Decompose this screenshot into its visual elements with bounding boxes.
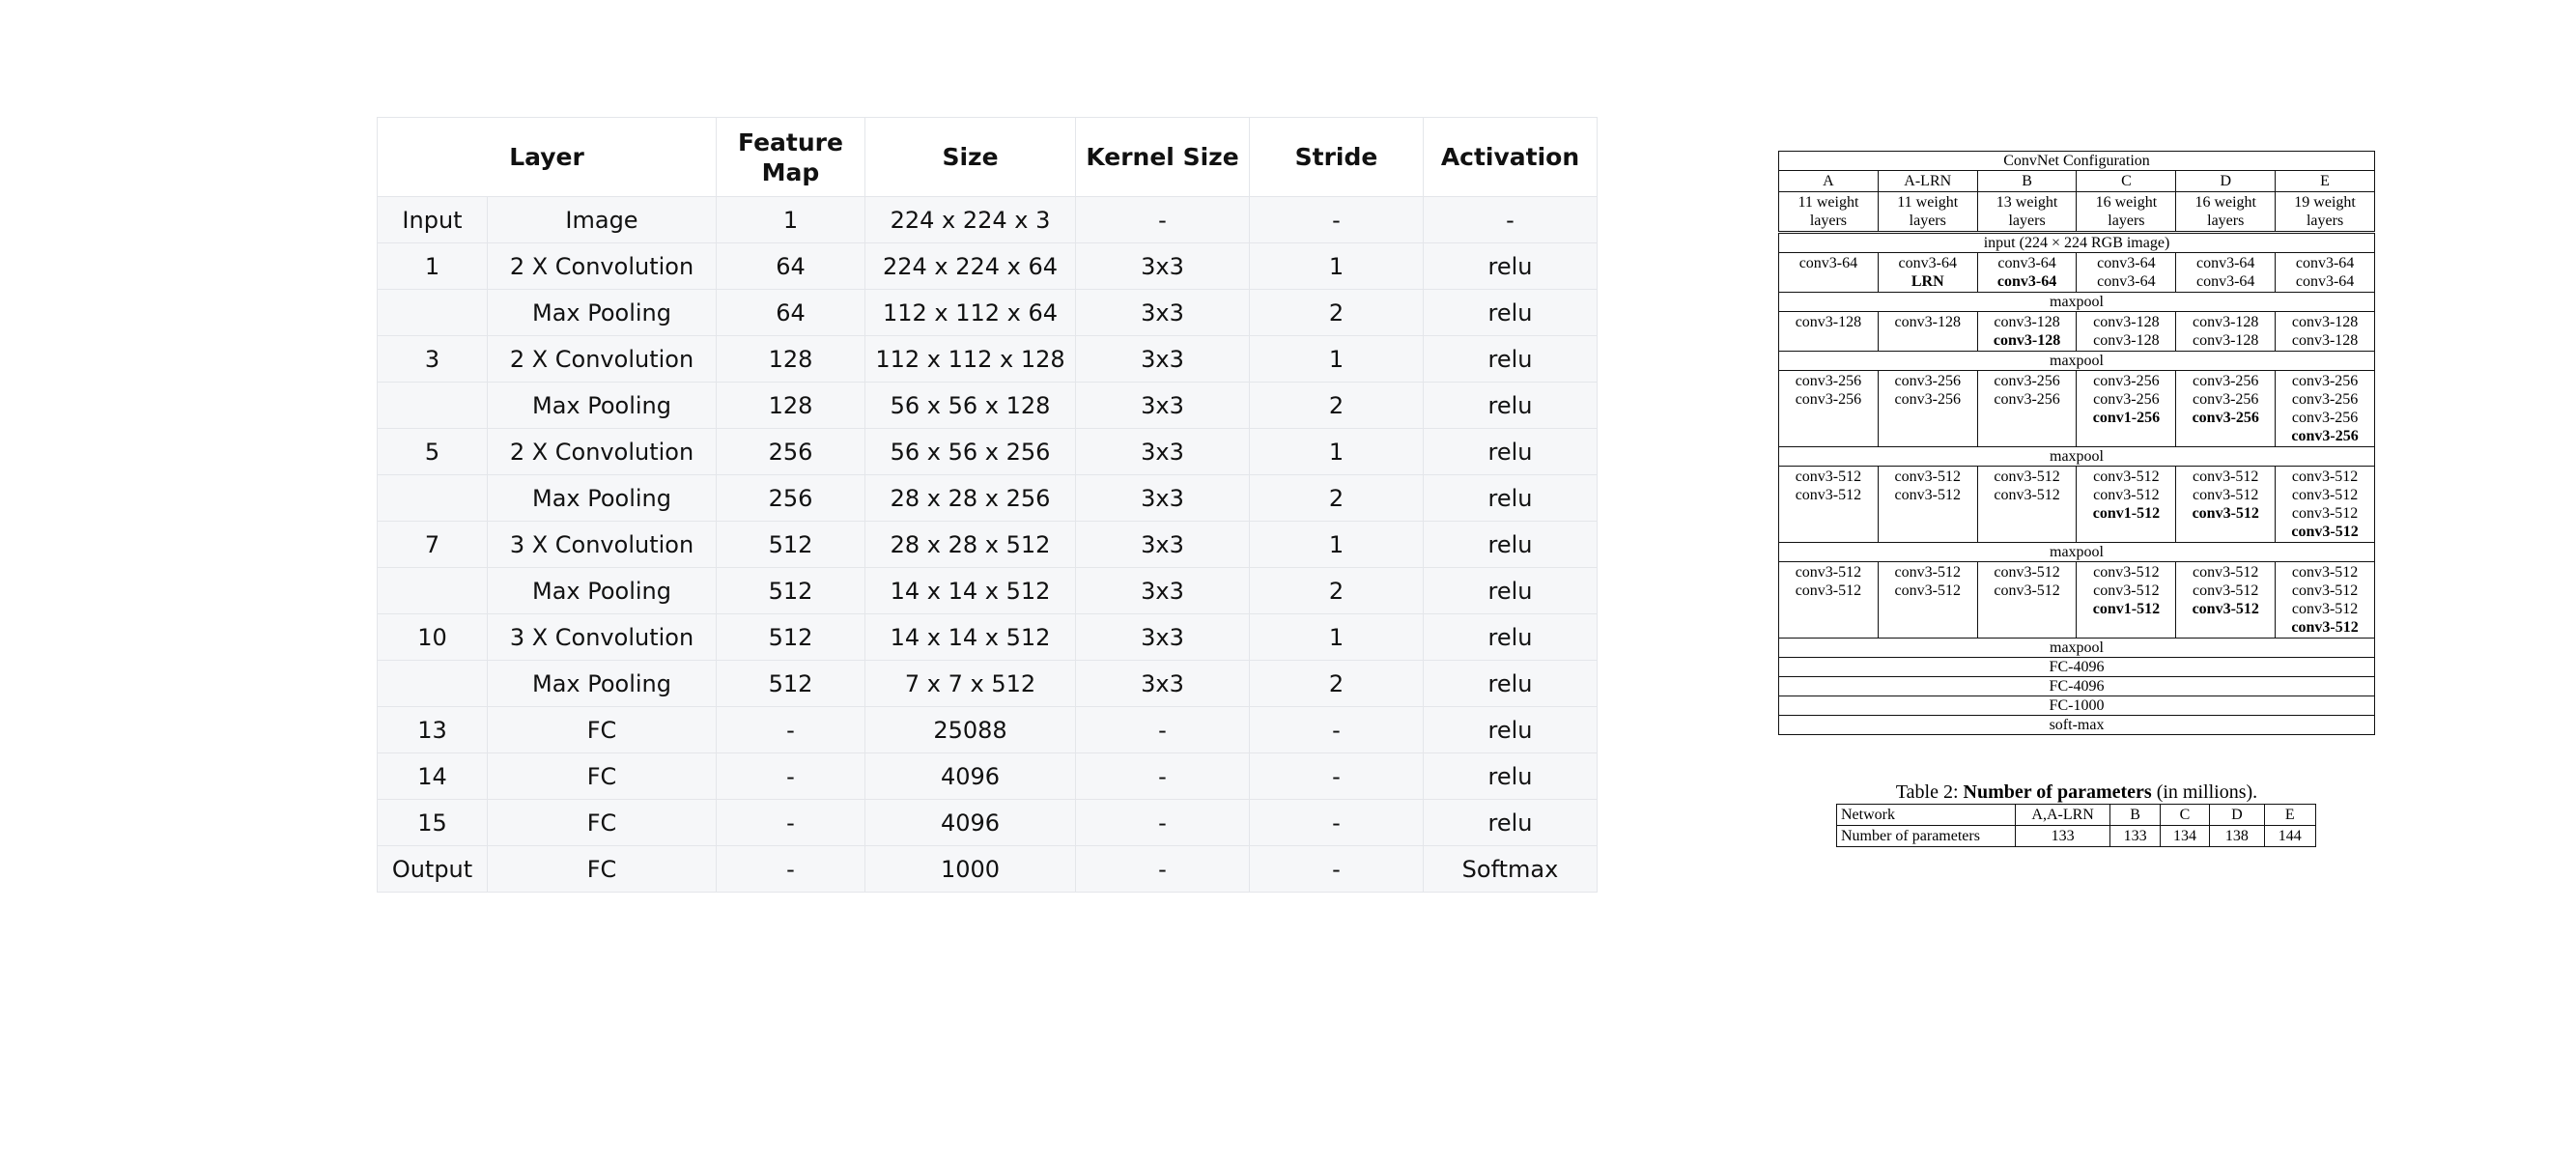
config-conv-cell bbox=[2276, 253, 2375, 293]
config-title-row bbox=[1779, 152, 2375, 171]
cell-size: 224 x 224 x 64 bbox=[865, 243, 1076, 290]
params-header-cell: Network bbox=[1837, 805, 2016, 826]
config-maxpool: maxpool bbox=[1779, 352, 2375, 371]
config-layer-label: conv3-64 bbox=[2196, 255, 2255, 271]
config-layer-label: conv3-512 bbox=[1894, 582, 1961, 599]
cell-kernel-size: - bbox=[1076, 707, 1250, 753]
config-layer-label: conv3-64 bbox=[2295, 273, 2355, 290]
cell-size: 56 x 56 x 256 bbox=[865, 429, 1076, 475]
config-layer-label: conv3-512 bbox=[1994, 487, 2060, 503]
config-conv-cell bbox=[1977, 312, 2077, 352]
cell-activation: relu bbox=[1424, 614, 1598, 661]
config-conv-cell bbox=[2176, 467, 2276, 543]
caption-bold: Number of parameters bbox=[1963, 781, 2152, 803]
cell-feature-map: 512 bbox=[717, 522, 865, 568]
params-value-cell: 133 bbox=[2015, 826, 2110, 847]
config-layer-label: conv3-256 bbox=[1994, 391, 2060, 408]
config-layer-label: conv3-256 bbox=[2192, 410, 2259, 426]
config-layer-label: conv3-256 bbox=[2291, 410, 2359, 426]
cell-stride: 1 bbox=[1250, 429, 1424, 475]
cell-activation: relu bbox=[1424, 800, 1598, 846]
cell-layer-index: 7 bbox=[378, 522, 488, 568]
cell-stride: 2 bbox=[1250, 383, 1424, 429]
config-layer-label: conv3-512 bbox=[2192, 505, 2259, 522]
config-input-row bbox=[1779, 233, 2375, 253]
config-layer-label: conv3-512 bbox=[1894, 564, 1961, 581]
cell-size: 56 x 56 x 128 bbox=[865, 383, 1076, 429]
config-conv-cell bbox=[2176, 562, 2276, 639]
cell-activation: relu bbox=[1424, 383, 1598, 429]
config-column-header: E bbox=[2276, 171, 2375, 192]
cell-kernel-size: 3x3 bbox=[1076, 383, 1250, 429]
cell-stride: - bbox=[1250, 800, 1424, 846]
cell-activation: relu bbox=[1424, 475, 1598, 522]
cell-feature-map: 64 bbox=[717, 243, 865, 290]
config-layer-label: conv3-64 bbox=[2097, 255, 2156, 271]
params-table-caption bbox=[1778, 781, 2375, 804]
params-header-row bbox=[1837, 805, 2316, 826]
config-layer-label: conv3-256 bbox=[2291, 373, 2359, 389]
config-conv-cell bbox=[2276, 312, 2375, 352]
config-layer-label: conv3-64 bbox=[1898, 255, 1957, 271]
config-layer-label: conv1-512 bbox=[2092, 601, 2161, 617]
config-conv-cell bbox=[1977, 253, 2077, 293]
caption-prefix: Table 2: bbox=[1895, 781, 1964, 803]
config-conv-cell bbox=[2077, 467, 2176, 543]
cell-stride: 1 bbox=[1250, 336, 1424, 383]
cell-size: 14 x 14 x 512 bbox=[865, 614, 1076, 661]
cell-layer-type: FC bbox=[488, 800, 717, 846]
cell-size: 112 x 112 x 64 bbox=[865, 290, 1076, 336]
cell-stride: - bbox=[1250, 753, 1424, 800]
cell-layer-index: Input bbox=[378, 197, 488, 243]
config-tail-layer-row bbox=[1779, 639, 2375, 658]
config-depth: 19 weight layers bbox=[2276, 192, 2375, 233]
cell-layer-type: 2 X Convolution bbox=[488, 429, 717, 475]
config-conv-cell bbox=[2276, 562, 2375, 639]
config-layer-label: conv3-256 bbox=[2093, 391, 2160, 408]
cell-activation: relu bbox=[1424, 522, 1598, 568]
config-column-header-row bbox=[1779, 171, 2375, 192]
cell-layer-index bbox=[378, 290, 488, 336]
config-layer-label: conv3-512 bbox=[2193, 468, 2259, 485]
cell-layer-type: 2 X Convolution bbox=[488, 336, 717, 383]
cell-feature-map: 256 bbox=[717, 475, 865, 522]
cell-activation: Softmax bbox=[1424, 846, 1598, 893]
config-layer-label: conv3-256 bbox=[2193, 373, 2259, 389]
cell-kernel-size: 3x3 bbox=[1076, 522, 1250, 568]
config-layer-label: conv3-512 bbox=[2291, 505, 2359, 522]
config-maxpool-row bbox=[1779, 352, 2375, 371]
config-conv-block-row bbox=[1779, 562, 2375, 639]
table-row bbox=[378, 522, 1598, 568]
cell-kernel-size: 3x3 bbox=[1076, 568, 1250, 614]
cell-layer-index: 5 bbox=[378, 429, 488, 475]
config-depth: 13 weight layers bbox=[1977, 192, 2077, 233]
cell-stride: 2 bbox=[1250, 568, 1424, 614]
table-row bbox=[378, 800, 1598, 846]
config-conv-cell bbox=[2077, 312, 2176, 352]
config-layer-label: conv3-512 bbox=[2193, 564, 2259, 581]
config-layer-label: LRN bbox=[1911, 273, 1944, 290]
cell-stride: - bbox=[1250, 197, 1424, 243]
cell-feature-map: 512 bbox=[717, 614, 865, 661]
cell-size: 4096 bbox=[865, 753, 1076, 800]
cell-layer-type: FC bbox=[488, 707, 717, 753]
config-depth: 16 weight layers bbox=[2077, 192, 2176, 233]
cell-layer-type: Image bbox=[488, 197, 717, 243]
params-header-cell: E bbox=[2264, 805, 2315, 826]
config-layer-label: conv3-128 bbox=[2291, 314, 2359, 330]
cell-kernel-size: 3x3 bbox=[1076, 475, 1250, 522]
config-layer-label: conv3-256 bbox=[1795, 373, 1862, 389]
cell-size: 1000 bbox=[865, 846, 1076, 893]
table-row bbox=[378, 475, 1598, 522]
config-tail-layer: FC-1000 bbox=[1779, 696, 2375, 716]
cell-feature-map: - bbox=[717, 800, 865, 846]
config-layer-label: conv3-64 bbox=[2097, 273, 2156, 290]
header-feature-map: Feature Map bbox=[717, 118, 865, 197]
config-layer-label: conv3-512 bbox=[1994, 564, 2060, 581]
cell-stride: 1 bbox=[1250, 522, 1424, 568]
table-row bbox=[378, 846, 1598, 893]
table-row bbox=[378, 290, 1598, 336]
config-layer-label: conv3-256 bbox=[1894, 373, 1961, 389]
config-conv-cell bbox=[2176, 253, 2276, 293]
config-conv-cell bbox=[2077, 562, 2176, 639]
config-layer-label: conv3-512 bbox=[1795, 487, 1862, 503]
vgg-layer-table bbox=[377, 117, 1598, 893]
config-tail-layer-row bbox=[1779, 696, 2375, 716]
config-layer-label: conv3-512 bbox=[2291, 487, 2359, 503]
config-layer-label: conv3-512 bbox=[2193, 582, 2259, 599]
cell-stride: 1 bbox=[1250, 614, 1424, 661]
config-maxpool: maxpool bbox=[1779, 447, 2375, 467]
cell-kernel-size: - bbox=[1076, 197, 1250, 243]
cell-kernel-size: - bbox=[1076, 800, 1250, 846]
table-row bbox=[378, 614, 1598, 661]
cell-layer-type: 3 X Convolution bbox=[488, 614, 717, 661]
config-layer-label: conv3-128 bbox=[2193, 332, 2259, 349]
table-row bbox=[378, 568, 1598, 614]
config-layer-label: conv3-512 bbox=[1894, 468, 1961, 485]
params-value-cell: 144 bbox=[2264, 826, 2315, 847]
config-conv-cell bbox=[1779, 562, 1879, 639]
params-header-cell: A,A-LRN bbox=[2015, 805, 2110, 826]
table-row bbox=[378, 243, 1598, 290]
vgg-table-body bbox=[378, 197, 1598, 893]
cell-kernel-size: - bbox=[1076, 846, 1250, 893]
table-header-row bbox=[378, 118, 1598, 197]
config-conv-cell bbox=[2276, 467, 2375, 543]
config-conv-cell bbox=[1878, 312, 1977, 352]
table-row bbox=[378, 336, 1598, 383]
cell-feature-map: - bbox=[717, 846, 865, 893]
config-conv-cell bbox=[1878, 467, 1977, 543]
cell-layer-type: FC bbox=[488, 753, 717, 800]
config-maxpool-row bbox=[1779, 543, 2375, 562]
config-conv-block-row bbox=[1779, 312, 2375, 352]
cell-layer-index: 10 bbox=[378, 614, 488, 661]
config-layer-label: conv3-256 bbox=[1795, 391, 1862, 408]
config-layer-label: conv3-256 bbox=[2291, 428, 2359, 444]
cell-layer-index: 13 bbox=[378, 707, 488, 753]
cell-activation: relu bbox=[1424, 243, 1598, 290]
config-conv-block-row bbox=[1779, 467, 2375, 543]
cell-feature-map: - bbox=[717, 707, 865, 753]
config-layer-label: conv3-256 bbox=[2093, 373, 2160, 389]
params-value-cell: 133 bbox=[2110, 826, 2160, 847]
table-row bbox=[378, 383, 1598, 429]
table-row bbox=[378, 707, 1598, 753]
cell-layer-type: Max Pooling bbox=[488, 290, 717, 336]
config-layer-label: conv3-512 bbox=[2093, 468, 2160, 485]
cell-size: 4096 bbox=[865, 800, 1076, 846]
cell-stride: 2 bbox=[1250, 475, 1424, 522]
config-column-header: D bbox=[2176, 171, 2276, 192]
cell-activation: relu bbox=[1424, 429, 1598, 475]
cell-layer-type: 3 X Convolution bbox=[488, 522, 717, 568]
header-kernel-size: Kernel Size bbox=[1076, 118, 1250, 197]
params-table bbox=[1836, 804, 2316, 847]
config-maxpool: maxpool bbox=[1779, 293, 2375, 312]
cell-size: 112 x 112 x 128 bbox=[865, 336, 1076, 383]
config-layer-label: conv3-64 bbox=[1997, 255, 2056, 271]
config-tail-layer-row bbox=[1779, 716, 2375, 735]
cell-size: 28 x 28 x 512 bbox=[865, 522, 1076, 568]
cell-activation: relu bbox=[1424, 290, 1598, 336]
config-tail-layer-row bbox=[1779, 658, 2375, 677]
cell-activation: relu bbox=[1424, 707, 1598, 753]
cell-stride: - bbox=[1250, 707, 1424, 753]
config-layer-label: conv3-128 bbox=[1993, 332, 2061, 349]
config-layer-label: conv3-64 bbox=[2295, 255, 2355, 271]
config-layer-label: conv3-64 bbox=[1996, 273, 2057, 290]
table-row bbox=[378, 429, 1598, 475]
cell-layer-index: 14 bbox=[378, 753, 488, 800]
cell-stride: 2 bbox=[1250, 290, 1424, 336]
cell-layer-type: 2 X Convolution bbox=[488, 243, 717, 290]
config-layer-label: conv3-256 bbox=[1894, 391, 1961, 408]
config-layer-label: conv3-512 bbox=[2193, 487, 2259, 503]
convnet-config-body bbox=[1779, 152, 2375, 735]
cell-layer-type: Max Pooling bbox=[488, 568, 717, 614]
config-conv-cell bbox=[2276, 371, 2375, 447]
config-conv-cell bbox=[1878, 562, 1977, 639]
config-layer-label: conv3-256 bbox=[2291, 391, 2359, 408]
config-conv-cell bbox=[1977, 562, 2077, 639]
config-conv-cell bbox=[2077, 371, 2176, 447]
config-column-header: B bbox=[1977, 171, 2077, 192]
cell-layer-type: Max Pooling bbox=[488, 383, 717, 429]
header-activation: Activation bbox=[1424, 118, 1598, 197]
config-input: input (224 × 224 RGB image) bbox=[1779, 233, 2375, 253]
config-layer-label: conv3-512 bbox=[1994, 582, 2060, 599]
header-stride: Stride bbox=[1250, 118, 1424, 197]
config-layer-label: conv3-128 bbox=[1894, 314, 1961, 330]
config-layer-label: conv3-128 bbox=[2193, 314, 2259, 330]
config-layer-label: conv3-128 bbox=[2093, 314, 2160, 330]
config-layer-label: conv3-128 bbox=[2291, 332, 2359, 349]
config-tail-layer-row bbox=[1779, 677, 2375, 696]
config-layer-label: conv3-512 bbox=[2291, 468, 2359, 485]
config-layer-label: conv3-512 bbox=[1795, 564, 1862, 581]
config-conv-cell bbox=[1779, 253, 1879, 293]
cell-layer-type: Max Pooling bbox=[488, 661, 717, 707]
config-conv-cell bbox=[1878, 253, 1977, 293]
config-maxpool: maxpool bbox=[1779, 543, 2375, 562]
config-layer-label: conv1-256 bbox=[2092, 410, 2161, 426]
config-tail-layer: soft-max bbox=[1779, 716, 2375, 735]
cell-size: 7 x 7 x 512 bbox=[865, 661, 1076, 707]
config-layer-label: conv3-512 bbox=[1994, 468, 2060, 485]
cell-kernel-size: 3x3 bbox=[1076, 290, 1250, 336]
config-conv-cell bbox=[1779, 467, 1879, 543]
cell-activation: relu bbox=[1424, 753, 1598, 800]
config-tail-layer: FC-4096 bbox=[1779, 677, 2375, 696]
params-header-cell: C bbox=[2160, 805, 2209, 826]
config-layer-label: conv3-512 bbox=[2291, 582, 2359, 599]
config-conv-cell bbox=[2077, 253, 2176, 293]
cell-stride: 1 bbox=[1250, 243, 1424, 290]
cell-kernel-size: 3x3 bbox=[1076, 336, 1250, 383]
config-conv-cell bbox=[1779, 371, 1879, 447]
cell-size: 28 x 28 x 256 bbox=[865, 475, 1076, 522]
caption-suffix: (in millions). bbox=[2151, 781, 2258, 803]
config-conv-cell bbox=[2176, 312, 2276, 352]
cell-size: 224 x 224 x 3 bbox=[865, 197, 1076, 243]
cell-feature-map: 256 bbox=[717, 429, 865, 475]
cell-feature-map: 128 bbox=[717, 336, 865, 383]
params-header-cell: D bbox=[2210, 805, 2264, 826]
cell-layer-index bbox=[378, 661, 488, 707]
config-layer-label: conv3-512 bbox=[1795, 468, 1862, 485]
config-layer-label: conv3-512 bbox=[1795, 582, 1862, 599]
convnet-config-table bbox=[1778, 151, 2375, 735]
cell-kernel-size: 3x3 bbox=[1076, 661, 1250, 707]
config-column-header: C bbox=[2077, 171, 2176, 192]
cell-activation: - bbox=[1424, 197, 1598, 243]
table-row bbox=[378, 661, 1598, 707]
cell-feature-map: 512 bbox=[717, 661, 865, 707]
cell-feature-map: 128 bbox=[717, 383, 865, 429]
cell-kernel-size: - bbox=[1076, 753, 1250, 800]
config-depth-row bbox=[1779, 192, 2375, 233]
cell-feature-map: 64 bbox=[717, 290, 865, 336]
cell-activation: relu bbox=[1424, 568, 1598, 614]
config-conv-cell bbox=[1779, 312, 1879, 352]
config-layer-label: conv3-128 bbox=[1795, 314, 1862, 330]
config-layer-label: conv3-512 bbox=[2291, 524, 2359, 540]
config-column-header: A bbox=[1779, 171, 1879, 192]
cell-kernel-size: 3x3 bbox=[1076, 243, 1250, 290]
params-value-cell: Number of parameters bbox=[1837, 826, 2016, 847]
config-tail-layer: FC-4096 bbox=[1779, 658, 2375, 677]
cell-layer-index: Output bbox=[378, 846, 488, 893]
config-layer-label: conv3-512 bbox=[2291, 564, 2359, 581]
config-layer-label: conv3-512 bbox=[2093, 564, 2160, 581]
config-title: ConvNet Configuration bbox=[1779, 152, 2375, 171]
config-column-header: A-LRN bbox=[1878, 171, 1977, 192]
header-layer: Layer bbox=[378, 118, 717, 197]
cell-layer-index bbox=[378, 475, 488, 522]
cell-layer-index: 1 bbox=[378, 243, 488, 290]
config-conv-block-row bbox=[1779, 371, 2375, 447]
table-row bbox=[378, 197, 1598, 243]
config-maxpool-row bbox=[1779, 447, 2375, 467]
cell-size: 25088 bbox=[865, 707, 1076, 753]
params-value-row bbox=[1837, 826, 2316, 847]
config-layer-label: conv3-512 bbox=[1894, 487, 1961, 503]
cell-feature-map: 512 bbox=[717, 568, 865, 614]
cell-layer-index: 3 bbox=[378, 336, 488, 383]
cell-stride: - bbox=[1250, 846, 1424, 893]
cell-kernel-size: 3x3 bbox=[1076, 429, 1250, 475]
config-layer-label: conv3-512 bbox=[2291, 601, 2359, 617]
config-depth: 16 weight layers bbox=[2176, 192, 2276, 233]
cell-layer-index: 15 bbox=[378, 800, 488, 846]
config-layer-label: conv3-256 bbox=[1994, 373, 2060, 389]
config-conv-cell bbox=[2176, 371, 2276, 447]
config-conv-cell bbox=[1878, 371, 1977, 447]
header-size: Size bbox=[865, 118, 1076, 197]
config-conv-cell bbox=[1977, 371, 2077, 447]
config-tail-layer: maxpool bbox=[1779, 639, 2375, 658]
config-layer-label: conv3-512 bbox=[2291, 619, 2359, 636]
params-value-cell: 138 bbox=[2210, 826, 2264, 847]
cell-layer-index bbox=[378, 383, 488, 429]
config-layer-label: conv3-512 bbox=[2093, 582, 2160, 599]
cell-layer-type: FC bbox=[488, 846, 717, 893]
cell-feature-map: 1 bbox=[717, 197, 865, 243]
config-layer-label: conv3-256 bbox=[2193, 391, 2259, 408]
config-depth: 11 weight layers bbox=[1779, 192, 1879, 233]
config-layer-label: conv3-64 bbox=[2196, 273, 2255, 290]
config-layer-label: conv1-512 bbox=[2092, 505, 2161, 522]
config-layer-label: conv3-128 bbox=[2093, 332, 2160, 349]
config-layer-label: conv3-512 bbox=[2093, 487, 2160, 503]
cell-activation: relu bbox=[1424, 661, 1598, 707]
config-conv-cell bbox=[1977, 467, 2077, 543]
params-value-cell: 134 bbox=[2160, 826, 2209, 847]
cell-kernel-size: 3x3 bbox=[1076, 614, 1250, 661]
config-conv-block-row bbox=[1779, 253, 2375, 293]
cell-layer-index bbox=[378, 568, 488, 614]
config-layer-label: conv3-128 bbox=[1994, 314, 2060, 330]
cell-size: 14 x 14 x 512 bbox=[865, 568, 1076, 614]
cell-feature-map: - bbox=[717, 753, 865, 800]
config-depth: 11 weight layers bbox=[1878, 192, 1977, 233]
cell-activation: relu bbox=[1424, 336, 1598, 383]
table-row bbox=[378, 753, 1598, 800]
config-maxpool-row bbox=[1779, 293, 2375, 312]
cell-layer-type: Max Pooling bbox=[488, 475, 717, 522]
cell-stride: 2 bbox=[1250, 661, 1424, 707]
config-layer-label: conv3-512 bbox=[2192, 601, 2259, 617]
config-layer-label: conv3-64 bbox=[1798, 255, 1858, 271]
params-header-cell: B bbox=[2110, 805, 2160, 826]
